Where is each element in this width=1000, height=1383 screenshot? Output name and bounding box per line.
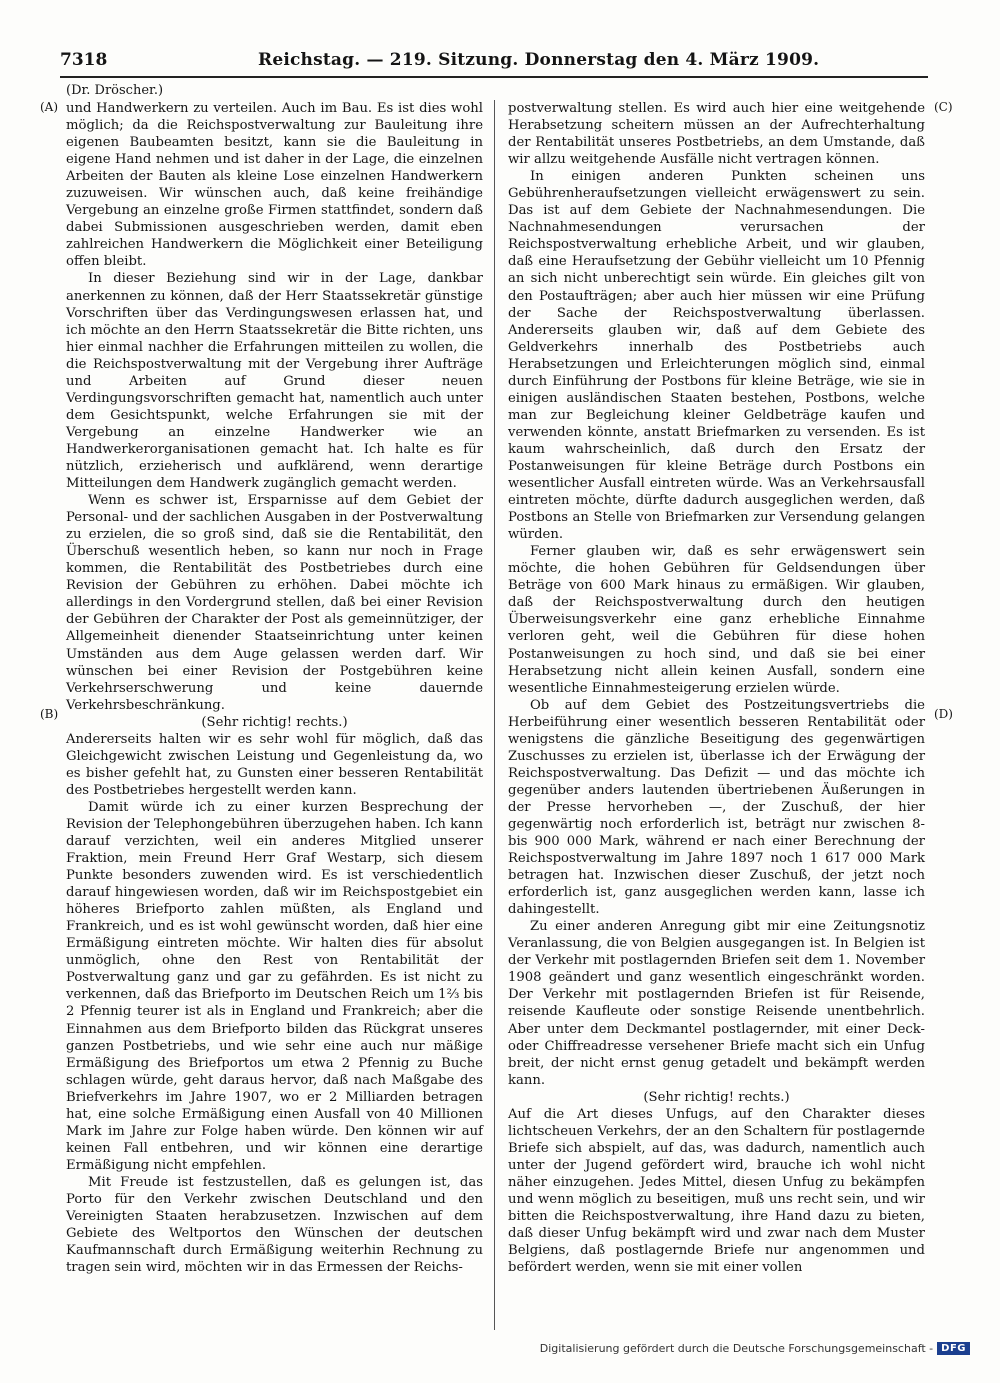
paragraph: und Handwerkern zu verteilen. Auch im Bau. Es ist dies wohl möglich; da die Reichspostverwaltung zur Bauleitung ihre eigenen Baubeamten besitzt, kann sie die Bauleitung in eigene Hand nehmen und ist daher in der Lage, die einzelnen Arbeiten der Bauten als kleine Lose einzelnen Handwerkern zuzuweisen. Wir wünschen auch, daß keine freihändige Vergebung an einzelne große Firmen stattfindet, sondern daß dabei Submissionen ausgeschrieben werden, damit eben zahlreichen Handwerkern die Möglichkeit einer Beteiligung offen bleibt. [66, 101, 483, 270]
dfg-logo: DFG [937, 1342, 970, 1355]
margin-marker-a: (A) [40, 100, 59, 114]
paragraph: Andererseits halten wir es sehr wohl für möglich, daß das Gleichgewicht zwischen Leistung und Gegenleistung da, wo es bisher gefehlt hat, zu Gunsten einer besseren Rentabilität des Postbetriebes hergestellt werden kann. [66, 731, 483, 798]
footer-text: Digitalisierung gefördert durch die Deutsche Forschungsgemeinschaft - [539, 1342, 934, 1355]
column-divider [494, 100, 495, 1330]
speaker-label: (Dr. Dröscher.) [66, 83, 164, 98]
margin-marker-c: (C) [934, 100, 953, 114]
interjection: (Sehr richtig! rechts.) [643, 1089, 790, 1105]
paragraph: postverwaltung stellen. Es wird auch hier eine weitgehende Herabsetzung scheitern müssen an der Aufrechterhaltung der Rentabilität unseres Postbetriebs, an dem Umstande, daß wir allzu weitgehende Ausfälle nicht vertragen können. [508, 101, 925, 168]
page-number: 7318 [60, 50, 108, 70]
paragraph: Mit Freude ist festzustellen, daß es gelungen ist, das Porto für den Verkehr zwischen Deutschland und den Vereinigten Staaten herabzusetzen. Inzwischen auf dem Gebiete des Weltportos den Wünschen der deutschen Kaufmannschaft durch Ermäßigung weiterhin Rechnung zu tragen sein wird, möchten wir in das Ermessen der Reichs- [66, 1174, 483, 1276]
header-rule [60, 76, 928, 78]
paragraph: In dieser Beziehung sind wir in der Lage, dankbar anerkennen zu können, daß der Herr Staatssekretär günstige Vorschriften über das Verdingungswesen erlassen hat, und ich möchte an den Herrn Staatssekretär die Bitte richten, uns hier einmal nachher die Erfahrungen mitteilen zu wollen, die die Reichspostverwaltung mit der Vergebung ihrer Aufträge und Arbeiten auf Grund dieser neuen Verdingungsvorschriften gemacht hat, namentlich auch unter dem Gesichtspunkt, welche Erfahrungen sie mit der Vergebung an einzelne Handwerker wie an Handwerkerorganisationen gemacht hat. Ich halte es für nützlich, erzieherisch und aufklärend, wenn derartige Mitteilungen dem Handwerk zugänglich gemacht werden. [66, 271, 483, 492]
paragraph: Wenn es schwer ist, Ersparnisse auf dem Gebiet der Personal- und der sachlichen Ausgaben in der Postverwaltung zu erzielen, die so groß sind, daß sie die Rentabilität, den Überschuß wesentlich heben, so kann nur noch in Frage kommen, die Rentabilität des Postbetriebes durch eine Revision der Gebühren zu erhöhen. Dabei möchte ich allerdings in den Vordergrund stellen, daß bei einer Revision der Gebühren der Charakter der Post als gemeinnütziger, der Allgemeinheit dienender Staatseinrichtung unter keinen Umständen aus dem Auge gelassen werden darf. Wir wünschen bei einer Revision der Postgebühren keine Verkehrserschwerung und keine dauernde Verkehrsbeschränkung. [66, 493, 483, 713]
left-column [66, 100, 483, 1276]
right-column [508, 100, 925, 1276]
interjection: (Sehr richtig! rechts.) [201, 714, 348, 730]
paragraph: Damit würde ich zu einer kurzen Besprechung der Revision der Telephongebühren überzugehen haben. Ich kann darauf verzichten, weil ein anderes Mitglied unserer Fraktion, mein Freund Herr Graf Westarp, sich diesem Punkte besonders zuwenden wird. Es ist verschiedentlich darauf hingewiesen worden, daß wir im Reichspostgebiet ein höheres Briefporto zahlen müßten, als England und Frankreich, und es ist wohl gewünscht worden, daß hier eine Ermäßigung eintreten möchte. Wir halten dies für absolut unmöglich, ohne den Rest von Rentabilität der Postverwaltung ganz und gar zu gefährden. Es ist nicht zu verkennen, daß das Briefporto im Deutschen Reich um 1⅔ bis 2 Pfennig teurer ist als in England und Frankreich; aber die Einnahmen aus dem Briefporto bilden das Rückgrat unseres ganzen Postbetriebs, und wie sehr eine auch nur mäßige Ermäßigung des Briefportos um etwa 2 Pfennig zu Buche schlagen würde, geht daraus hervor, daß nach Maßgabe des Briefverkehrs im Jahre 1907, wo er 2 Milliarden betragen hat, eine solche Ermäßigung einen Ausfall von 40 Millionen Mark im Jahre zur Folge haben würde. Den können wir auf keinen Fall entbehren, und wir können eine derartige Ermäßigung nicht empfehlen. [66, 799, 483, 1173]
running-head: Reichstag. — 219. Sitzung. Donnerstag den 4. März 1909. [258, 50, 820, 70]
paragraph: Ob auf dem Gebiet des Postzeitungsvertriebs die Herbeiführung einer wesentlich besseren Rentabilität oder wenigstens die gänzliche Beseitigung des gegenwärtigen Zuschusses zu erzielen ist, überlasse ich der Erwägung der Reichspostverwaltung. Das Defizit — und das möchte ich gegenüber anders lautenden übertriebenen Äußerungen in der Presse hervorheben —, der Zuschuß, der hier gegenwärtig noch erforderlich ist, beträgt nur zwischen 8- bis 900 000 Mark, während er nach einer Berechnung der Reichspostverwaltung im Jahre 1897 noch 1 617 000 Mark betragen hat. Inzwischen dieser Zuschuß, der jetzt noch erforderlich ist, ganz ausgeglichen werden kann, lasse ich dahingestellt. [508, 697, 925, 918]
footer-credit [540, 1342, 970, 1355]
paragraph: Zu einer anderen Anregung gibt mir eine Zeitungsnotiz Veranlassung, die von Belgien ausgegangen ist. In Belgien ist der Verkehr mit postlagernden Briefen seit dem 1. November 1908 geändert und ganz wesentlich eingeschränkt worden. Der Verkehr mit postlagernden Briefen ist für Reisende, reisende Kaufleute oder sonstige Reisende unentbehrlich. Aber unter dem Deckmantel postlagernder, mit einer Deck- oder Chiffreadresse versehener Briefe macht sich ein Unfug breit, der nicht ernst genug getadelt und bekämpft werden kann. [508, 919, 925, 1088]
margin-marker-b: (B) [40, 707, 59, 721]
paragraph: Auf die Art dieses Unfugs, auf den Charakter dieses lichtscheuen Verkehrs, der an den Schaltern für postlagernde Briefe sich abspielt, auf das, was dadurch, namentlich auch unter der Jugend gefördert wird, brauche ich wohl nicht näher einzugehen. Jedes Mittel, diesen Unfug zu bekämpfen und wenn möglich zu beseitigen, muß uns recht sein, und wir bitten die Reichspostverwaltung, ihre Hand dazu zu bieten, daß dieser Unfug bekämpft wird und zwar nach dem Muster Belgiens, daß postlagernde Briefe nur angenommen und befördert werden, wenn sie mit einer vollen [508, 1106, 925, 1276]
paragraph: In einigen anderen Punkten scheinen uns Gebührenheraufsetzungen vielleicht erwägenswert zu sein. Das ist auf dem Gebiete der Nachnahmesendungen. Die Nachnahmesendungen verursachen der Reichspostverwaltung erhebliche Arbeit, und wir glauben, daß eine Heraufsetzung der Gebühr vielleicht um 10 Pfennig an sich nicht unberechtigt sein würde. Ein gleiches gilt von den Postaufträgen; aber auch hier müssen wir eine Prüfung der Sache der Reichspostverwaltung überlassen. Andererseits glauben wir, daß auf dem Gebiete des Geldverkehrs innerhalb des Postbetriebs auch Herabsetzungen und Erleichterungen möglich sind, einmal durch Einführung der Postbons für kleine Beträge, wie sie in einigen ausländischen Staaten bestehen, Postbons, welche man zur Begleichung kleiner Geldbeträge kaufen und verwenden könnte, anstatt Briefmarken zu versenden. Es ist kaum wahrscheinlich, daß durch den Ersatz der Postanweisungen für kleine Beträge durch Postbons ein wesentlicher Ausfall eintreten würde. Was an Verkehrsausfall eintreten möchte, dürfte dadurch ausgeglichen werden, daß Postbons an Stelle von Briefmarken zur Versendung gelangen würden. [508, 169, 925, 543]
paragraph: Ferner glauben wir, daß es sehr erwägenswert sein möchte, die hohen Gebühren für Geldsendungen über Beträge von 600 Mark hinaus zu ermäßigen. Wir glauben, daß der Reichspostverwaltung durch den heutigen Überweisungsverkehr eine ganz erhebliche Einnahme verloren geht, weil die Gebühren für diese hohen Postanweisungen zu hoch sind, und daß sie bei einer Herabsetzung nicht allein keinen Ausfall, sondern eine wesentliche Einnahmesteigerung erzielen würde. [508, 544, 925, 696]
margin-marker-d: (D) [934, 707, 953, 721]
